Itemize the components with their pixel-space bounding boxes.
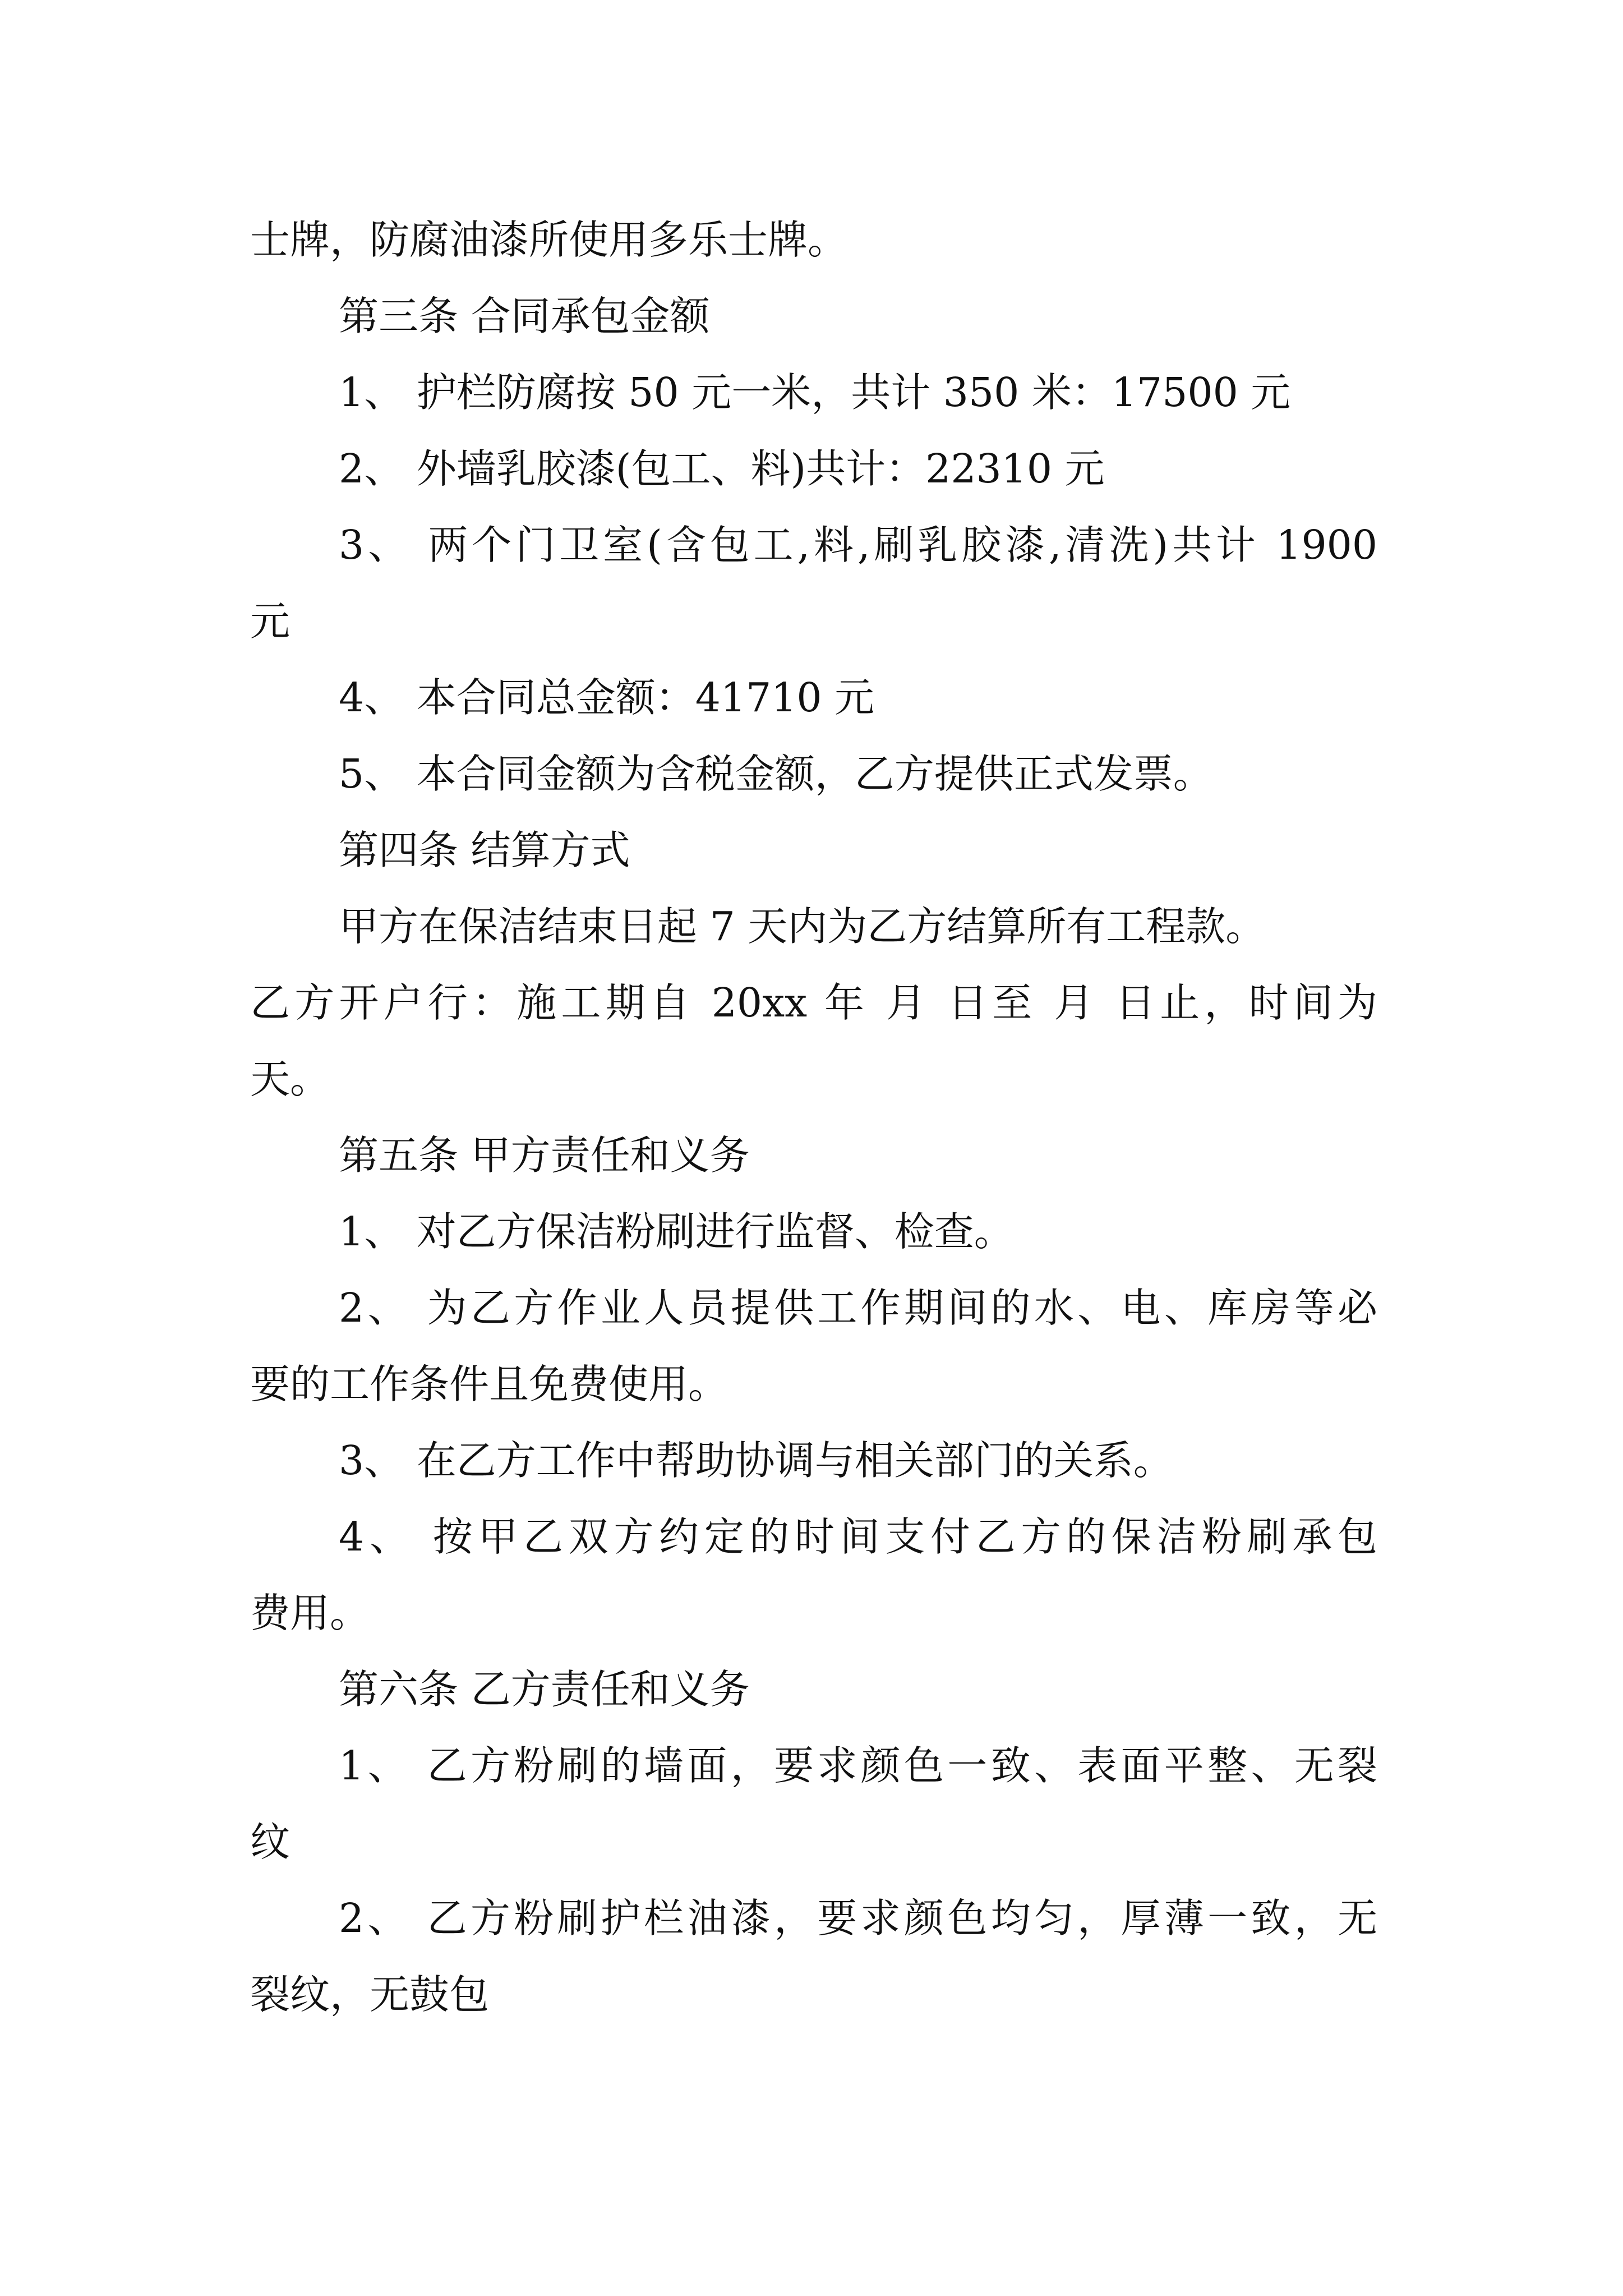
list-item: 3、 两个门卫室(含包工,料,刷乳胶漆,清洗)共计 1900 [339,522,1377,568]
list-item: 4、 本合同总金额：41710 元 [339,674,875,721]
list-item: 1、 护栏防腐按 50 元一米，共计 350 米：17500 元 [339,369,1291,416]
list-item: 2、 外墙乳胶漆(包工、料)共计：22310 元 [339,445,1105,492]
text-line: 要的工作条件且免费使用。 [250,1361,728,1407]
list-item: 1、 对乙方保洁粉刷进行监督、检查。 [339,1208,1014,1255]
text-line: 费用。 [250,1590,370,1636]
text-line: 元 [250,598,291,645]
section-heading: 第三条 合同承包金额 [339,293,710,339]
list-item: 4、 按甲乙双方约定的时间支付乙方的保洁粉刷承包 [339,1513,1377,1560]
text-line: 裂纹，无鼓包 [250,1971,490,2018]
text-line: 乙方开户行：施工期自 20xx 年 月 日至 月 日止，时间为 [250,979,1377,1026]
text-line: 纹 [250,1819,291,1865]
list-item: 2、 为乙方作业人员提供工作期间的水、电、库房等必 [339,1285,1377,1331]
list-item: 2、 乙方粉刷护栏油漆，要求颜色均匀，厚薄一致，无 [339,1895,1377,1941]
section-heading: 第五条 甲方责任和义务 [339,1132,750,1179]
section-heading: 第四条 结算方式 [339,827,630,873]
list-item: 1、 乙方粉刷的墙面，要求颜色一致、表面平整、无裂 [339,1742,1377,1789]
text-line: 士牌，防腐油漆所使用多乐士牌。 [250,217,848,263]
text-line: 天。 [250,1056,330,1102]
list-item: 3、 在乙方工作中帮助协调与相关部门的关系。 [339,1437,1173,1484]
section-heading: 第六条 乙方责任和义务 [339,1666,750,1713]
list-item: 5、 本合同金额为含税金额，乙方提供正式发票。 [339,751,1213,797]
text-line: 甲方在保洁结束日起 7 天内为乙方结算所有工程款。 [339,903,1266,950]
